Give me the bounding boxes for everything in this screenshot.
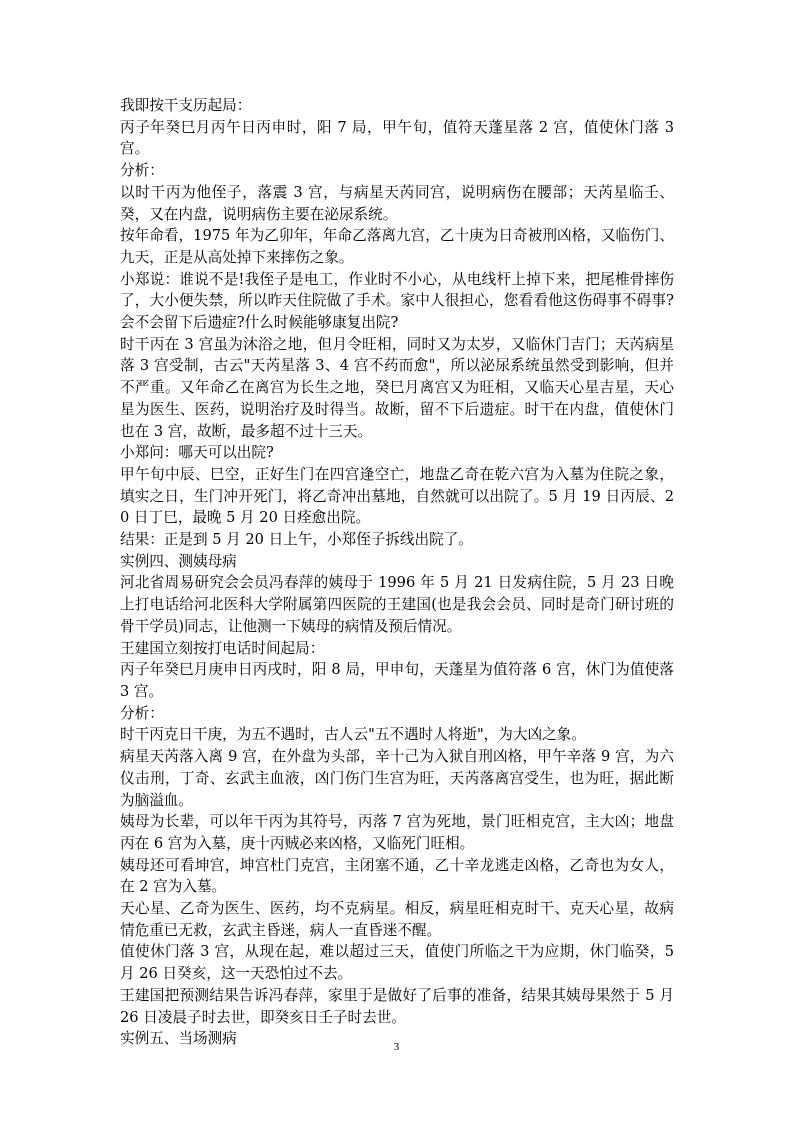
paragraph: 姨母还可看坤宫，坤宫杜门克宫，主闭塞不通，乙十辛龙逃走凶格，乙奇也为女人，在 2 宫为入墓。	[120, 856, 674, 896]
paragraph: 结果：正是到 5 月 20 日上午，小郑侄子拆线出院了。	[120, 531, 473, 549]
paragraph: 时干丙克日干庚，为五不遇时，古人云"五不遇时人将逝"，为大凶之象。	[120, 726, 586, 744]
paragraph: 甲午旬中辰、巳空，正好生门在四宫逢空亡，地盘乙奇在乾六宫为入墓为住院之象，填实之日，生门冲开死门，将乙奇冲出墓地，自然就可以出院了。5 月 19 日丙辰、20 日丁巳，最晚 5 月 20 日痊愈出院。	[120, 465, 674, 527]
section-heading: 实例五、当场测病	[120, 1030, 237, 1048]
paragraph: 分析：	[120, 162, 164, 180]
paragraph: 河北省周易研究会会员冯春萍的姨母于 1996 年 5 月 21 日发病住院，5 月 23 日晚上打电话给河北医科大学附属第四医院的王建国(也是我会会员、同时是奇门研讨班的骨干学员)同志，让他测一下姨母的病情及预后情况。	[120, 574, 674, 635]
paragraph: 病星天芮落入离 9 宫，在外盘为头部，辛十己为入狱自刑凶格，甲午辛落 9 宫，为六仪击刑，丁奇、玄武主血液，凶门伤门生宫为旺，天芮落离宫受生，也为旺，据此断为脑溢血。	[120, 748, 674, 809]
section-heading: 实例四、测姨母病	[120, 552, 237, 570]
paragraph: 王建国把预测结果告诉冯春萍，家里于是做好了后事的准备，结果其姨母果然于 5 月 26 日凌晨子时去世，即癸亥日壬子时去世。	[120, 986, 674, 1026]
paragraph: 以时干丙为他侄子，落震 3 宫，与病星天芮同宫，说明病伤在腰部；天芮星临壬、癸，又在内盘，说明病伤主要在泌尿系统。	[120, 183, 674, 223]
paragraph: 丙子年癸巳月庚申日丙戌时，阳 8 局，甲申旬，天蓬星为值符落 6 宫，休门为值使落 3 宫。	[120, 661, 674, 700]
page-number: 3	[393, 1041, 400, 1053]
paragraph: 天心星、乙奇为医生、医药，均不克病星。相反，病星旺相克时干、克天心星，故病情危重已无救，玄武主昏迷，病人一直昏迷不醒。	[120, 900, 674, 939]
paragraph: 我即按干支历起局：	[120, 97, 252, 114]
paragraph: 王建国立刻按打电话时间起局：	[120, 639, 325, 657]
paragraph: 按年命看，1975 年为乙卯年，年命乙落离九宫，乙十庚为日奇被刑凶格，又临伤门、九天，正是从高处掉下来摔伤之象。	[120, 227, 674, 266]
paragraph: 小郑问：哪天可以出院?	[120, 444, 274, 462]
paragraph: 姨母为长辈，可以年干丙为其符号，丙落 7 宫为死地，景门旺相克宫，主大凶；地盘丙在 6 宫为入墓，庚十丙贼必来凶格，又临死门旺相。	[120, 813, 674, 852]
paragraph: 分析：	[120, 704, 164, 722]
paragraph: 值使休门落 3 宫，从现在起，难以超过三天，值使门所临之干为应期，休门临癸，5 月 26 日癸亥，这一天恐怕过不去。	[120, 943, 674, 983]
paragraph: 小郑说：谁说不是!我侄子是电工，作业时不小心，从电线杆上掉下来，把尾椎骨摔伤了，大小便失禁，所以昨天住院做了手术。家中人很担心，您看看他这伤碍事不碍事?会不会留下后遗症?什么时候能够康复出院?	[120, 270, 674, 332]
paragraph: 丙子年癸巳月丙午日丙申时，阳 7 局，甲午旬，值符天蓬星落 2 宫，值使休门落 3 宫。	[120, 118, 674, 158]
body-text	[120, 95, 674, 1050]
paragraph: 时干丙在 3 宫虽为沐浴之地，但月令旺相，同时又为太岁，又临休门吉门；天芮病星落 3 宫受制，古云"天芮星落 3、4 宫不药而愈"，所以泌尿系统虽然受到影响，但并不严重。又年命乙在离宫为长生之地，癸巳月离宫又为旺相，又临天心星吉星，天心星为医生、医药，说明治疗及时得当。故断，留不下后遗症。时干在内盘，值使休门也在 3 宫，故断，最多超不过十三天。	[120, 335, 674, 440]
